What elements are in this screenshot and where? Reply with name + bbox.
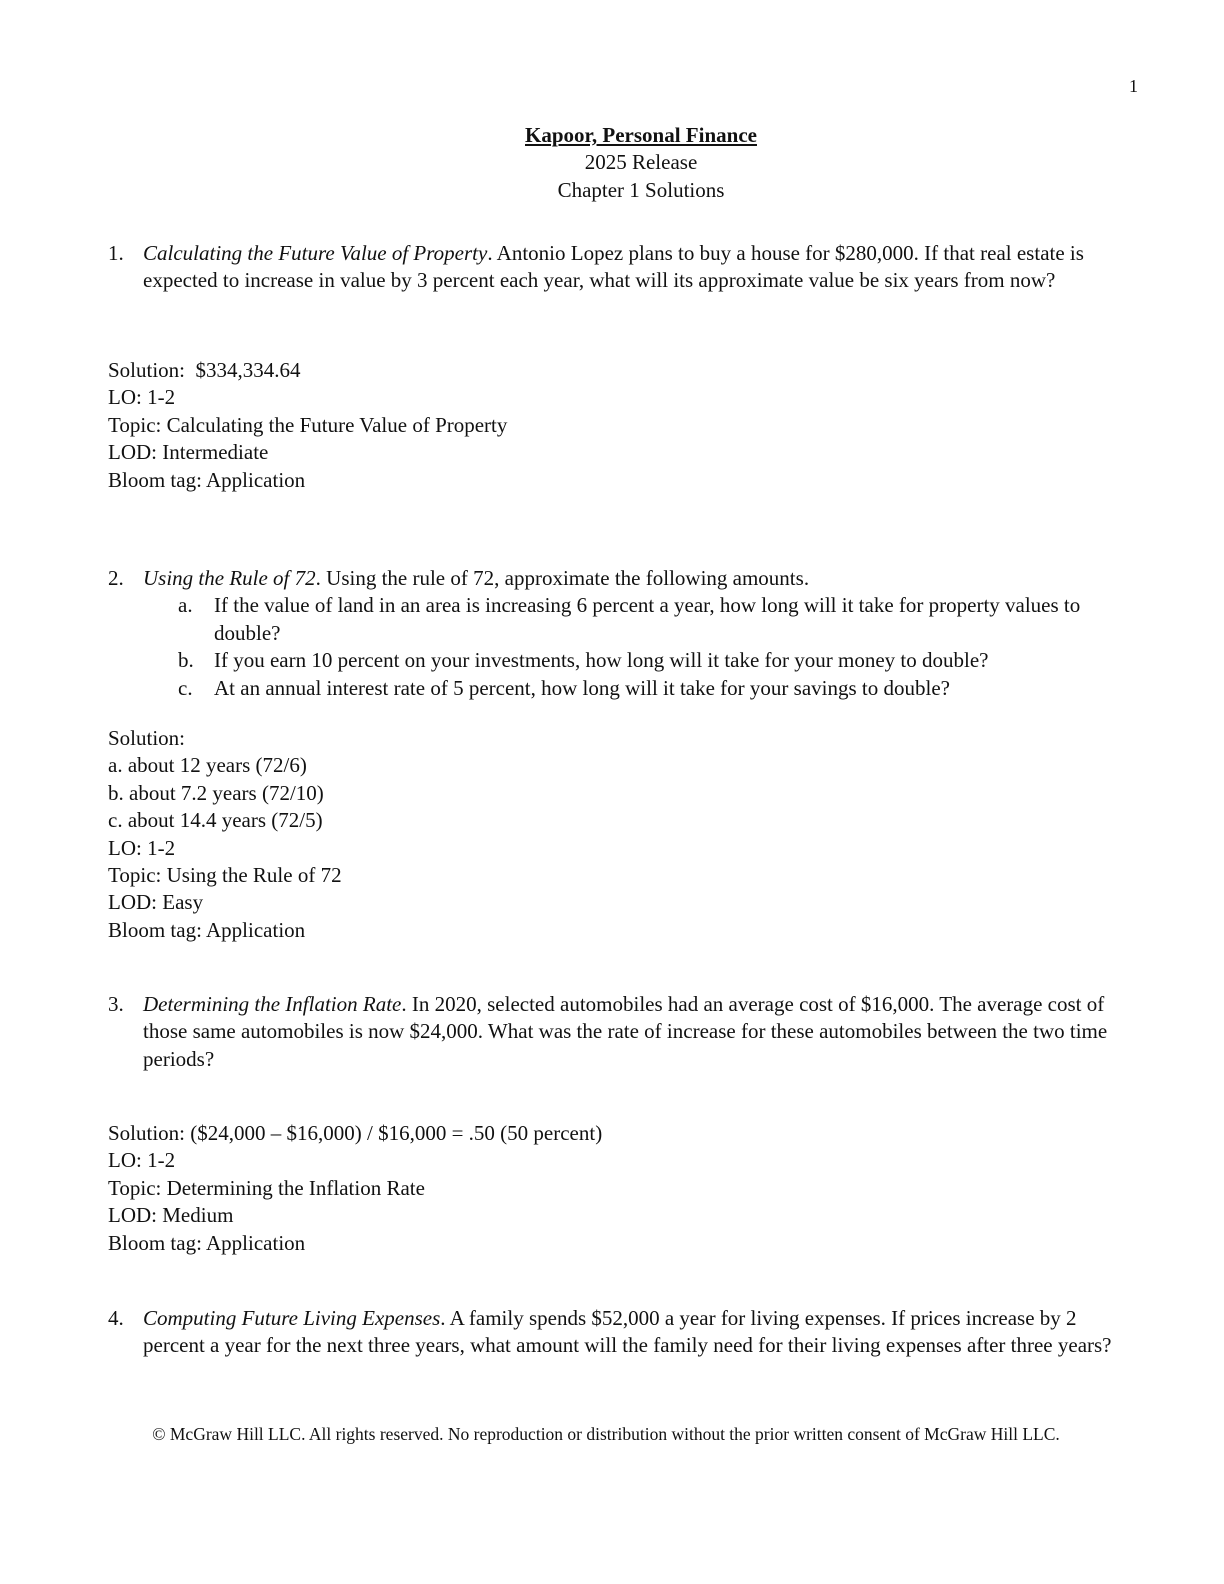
question-title: Determining the Inflation Rate: [143, 992, 402, 1016]
solution-line: Solution:: [108, 726, 186, 750]
question-body: Antonio Lopez plans to buy a house for $280,000. If that real estate is expected to increase in value by 3 percent each year, what will its approximate value be six years from now?: [143, 241, 1084, 293]
sub-item-a: [178, 592, 1138, 647]
lod-line: LOD: Medium: [108, 1203, 234, 1228]
solution-line: Solution: ($24,000 – $16,000) / $16,000 = .50 (50 percent): [108, 1121, 603, 1145]
release-label: 2025 Release: [584, 150, 698, 175]
bloom-tag-line: Bloom tag: Application: [108, 467, 306, 492]
topic-line: Topic: Determining the Inflation Rate: [108, 1175, 425, 1200]
topic-line: Topic: Using the Rule of 72: [108, 863, 342, 888]
topic-line: Topic: Calculating the Future Value of Property: [108, 412, 508, 437]
question-text: Using the Rule of 72. Using the rule of 72, approximate the following amounts.: [143, 566, 810, 590]
lod-line: LOD: Easy: [108, 890, 204, 915]
sub-item-letter: b.: [178, 648, 194, 673]
lod-line: LOD: Intermediate: [108, 440, 269, 465]
bloom-tag-line: Bloom tag: Application: [108, 917, 306, 942]
question-number: 2.: [108, 566, 124, 590]
question-4: [108, 1305, 1138, 1360]
question-title: Using the Rule of 72: [143, 566, 316, 590]
solution-block-1: [108, 357, 1138, 494]
question-number: 3.: [108, 992, 124, 1016]
question-body: Using the rule of 72, approximate the following amounts.: [320, 566, 810, 590]
solution-line: Solution: $334,334.64: [108, 358, 301, 382]
question-text: Calculating the Future Value of Property. Antonio Lopez plans to buy a house for $280,000. If that real estate is expected to increase in value by 3 percent each year, what will its approximate value be six years from now?: [143, 241, 1084, 293]
question-2: [108, 565, 1138, 702]
question-number: 4.: [108, 1306, 124, 1330]
sub-item-text: At an annual interest rate of 5 percent, how long will it take for your savings to double?: [214, 675, 950, 700]
solution-answer-b: b. about 7.2 years (72/10): [108, 780, 324, 805]
question-title: Calculating the Future Value of Property: [143, 241, 488, 265]
page-number: 1: [1129, 76, 1138, 96]
document-header: [0, 122, 1224, 204]
learning-objective: LO: 1-2: [108, 385, 176, 410]
document-title: Kapoor, Personal Finance: [525, 123, 757, 147]
question-number: 1.: [108, 241, 124, 265]
bloom-tag-line: Bloom tag: Application: [108, 1230, 306, 1255]
question-text: Computing Future Living Expenses. A family spends $52,000 a year for living expenses. If prices increase by 2 percent a year for the next three years, what amount will the family need for their living expenses after three years?: [143, 1306, 1112, 1358]
learning-objective: LO: 1-2: [108, 1148, 176, 1173]
question-body: A family spends $52,000 a year for living expenses. If prices increase by 2 percent a year for the next three years, what amount will the family need for their living expenses after three years?: [143, 1306, 1112, 1358]
sub-item-text: If you earn 10 percent on your investments, how long will it take for your money to double?: [214, 648, 989, 673]
question-text: Determining the Inflation Rate. In 2020, selected automobiles had an average cost of $16,000. The average cost of those same automobiles is now $24,000. What was the rate of increase for these automobiles between the two time periods?: [143, 992, 1108, 1071]
sub-item-text: If the value of land in an area is increasing 6 percent a year, how long will it take for property values to double?: [214, 593, 1081, 645]
learning-objective: LO: 1-2: [108, 835, 176, 860]
solution-answer-c: c. about 14.4 years (72/5): [108, 808, 323, 833]
solution-answer-a: a. about 12 years (72/6): [108, 753, 307, 778]
sub-item-c: [178, 675, 1138, 702]
chapter-label: Chapter 1 Solutions: [557, 177, 725, 202]
question-title: Computing Future Living Expenses: [143, 1306, 441, 1330]
copyright-footer: © McGraw Hill LLC. All rights reserved. No reproduction or distribution without the prior written consent of McGraw Hill LLC.: [152, 1424, 1060, 1444]
question-3: [108, 991, 1138, 1073]
solution-block-2: [108, 725, 1138, 944]
sub-item-letter: a.: [178, 593, 193, 618]
solution-block-3: [108, 1120, 1138, 1257]
question-body: In 2020, selected automobiles had an average cost of $16,000. The average cost of those same automobiles is now $24,000. What was the rate of increase for these automobiles between the two time periods?: [143, 992, 1108, 1071]
question-1: [108, 240, 1138, 295]
sub-item-letter: c.: [178, 675, 193, 700]
sub-item-b: [178, 647, 1138, 674]
